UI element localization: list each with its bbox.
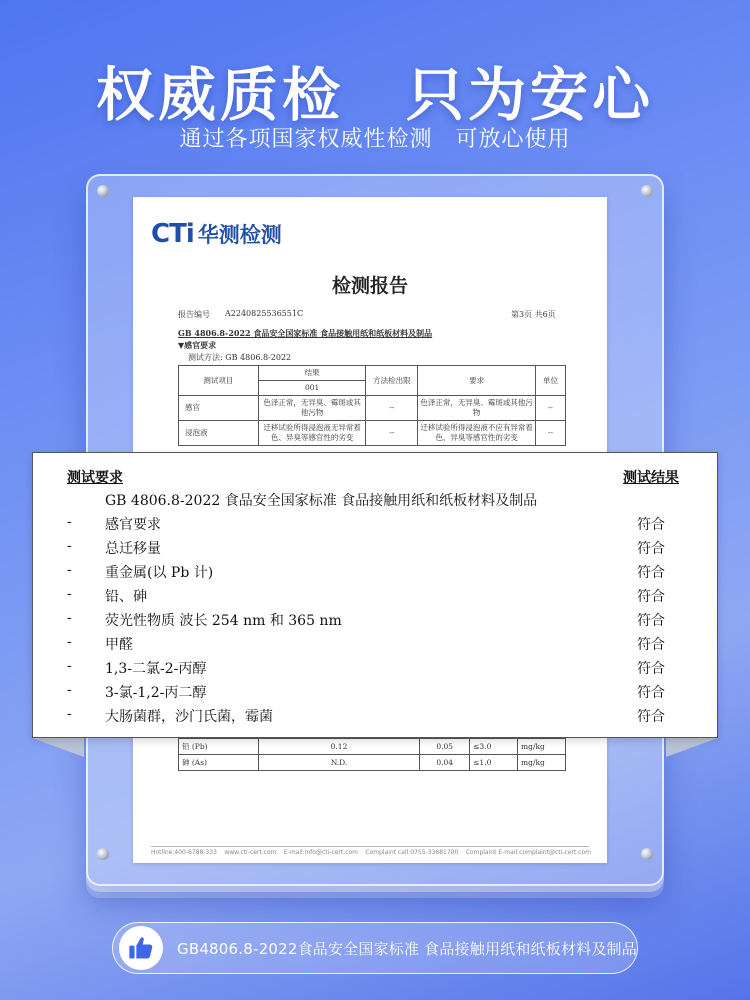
list-item <box>33 634 719 654</box>
page-title: 权威质检 只为安心 <box>95 61 654 129</box>
row-result: 迁移试验所得浸泡液无异常着色、异臭等感官性的劣变 <box>258 421 366 446</box>
list-dash: - <box>67 634 72 650</box>
list-dash: - <box>67 562 72 578</box>
row-req: ≤1.0 <box>470 755 518 771</box>
list-item-name: 甲醛 <box>105 637 133 653</box>
list-dash: - <box>67 538 72 554</box>
section-heading: ▼感官要求 <box>178 340 217 350</box>
report-number-label: 报告编号 <box>178 310 210 319</box>
row-unit: mg/kg <box>518 755 566 771</box>
list-item-name: 荧光性物质 波长 254 nm 和 365 nm <box>105 613 342 629</box>
standard-pill-text: GB4806.8-2022食品安全国家标准 食品接触用纸和纸板材料及制品 <box>177 939 637 958</box>
standard-line: GB 4806.8-2022 食品安全国家标准 食品接触用纸和纸板材料及制品 <box>178 328 433 338</box>
row-limit: -- <box>366 421 418 446</box>
screw-icon <box>641 848 653 860</box>
list-item-name: 感官要求 <box>105 517 161 533</box>
list-item-result: 符合 <box>637 589 665 605</box>
list-dash: - <box>67 610 72 626</box>
summary-header-result: 测试结果 <box>623 470 679 486</box>
fold-left <box>32 738 84 757</box>
list-item-name: 重金属(以 Pb 计) <box>105 565 214 581</box>
list-item <box>33 538 719 558</box>
logo-latin: CTi <box>151 219 194 249</box>
footer-divider <box>151 846 589 847</box>
page-info: 第3页 共6页 <box>511 310 556 319</box>
list-item <box>33 682 719 702</box>
col-limit-header: 方法检出限 <box>366 366 418 396</box>
list-dash: - <box>67 514 72 530</box>
list-dash: - <box>67 682 72 698</box>
col-sample-header: 001 <box>258 381 366 396</box>
row-result: 0.12 <box>258 739 419 755</box>
list-dash: - <box>67 586 72 602</box>
screw-icon <box>97 185 109 197</box>
report-footer <box>151 849 591 856</box>
col-req-header: 要求 <box>418 366 536 396</box>
logo-chinese: 华测检测 <box>197 223 282 247</box>
row-req: ≤3.0 <box>470 739 518 755</box>
list-item-result: 符合 <box>637 541 665 557</box>
row-result: N.D. <box>258 755 419 771</box>
row-unit: mg/kg <box>518 739 566 755</box>
row-limit: 0.04 <box>420 755 470 771</box>
footer-complaint-call: Complaint call:0755-33681700 <box>365 849 459 856</box>
report-title: 检测报告 <box>331 275 408 297</box>
row-limit: 0.05 <box>420 739 470 755</box>
list-item-result: 符合 <box>637 517 665 533</box>
list-item-result: 符合 <box>637 565 665 581</box>
row-result: 色泽正常，无异臭、霉斑或其他污物 <box>258 396 366 421</box>
row-req: 迁移试验所得浸泡液不应有异常着色、异臭等感官性的劣变 <box>418 421 536 446</box>
list-item <box>33 562 719 582</box>
row-item: 砷 (As) <box>179 755 259 771</box>
thumbs-up-badge <box>119 926 163 970</box>
list-item <box>33 658 719 678</box>
col-item-header: 测试项目 <box>179 366 259 396</box>
row-item: 铅 (Pb) <box>179 739 259 755</box>
list-item-name: 铅、砷 <box>105 589 147 605</box>
standard-pill <box>112 922 638 974</box>
list-item-result: 符合 <box>637 613 665 629</box>
summary-overlay <box>32 452 718 738</box>
list-item-result: 符合 <box>637 709 665 725</box>
list-item <box>33 514 719 534</box>
summary-header-requirement: 测试要求 <box>67 470 123 486</box>
summary-overlay-wrap <box>32 452 718 757</box>
thumbs-up-icon <box>127 934 155 962</box>
screw-icon <box>641 185 653 197</box>
list-item-name: 大肠菌群，沙门氏菌，霉菌 <box>105 709 273 725</box>
list-item-result: 符合 <box>637 661 665 677</box>
list-item-name: 3-氯-1,2-丙二醇 <box>105 685 207 701</box>
list-item-name: 1,3-二氯-2-丙醇 <box>105 661 207 677</box>
page-subtitle: 通过各项国家权威性检测 可放心使用 <box>179 127 571 152</box>
row-req: 色泽正常，无异臭、霉斑或其他污物 <box>418 396 536 421</box>
row-unit: -- <box>536 396 566 421</box>
cti-logo <box>151 219 282 249</box>
row-unit: -- <box>536 421 566 446</box>
row-item: 感官 <box>179 396 259 421</box>
footer-web: www.cti-cert.com <box>224 849 277 856</box>
report-number: A2240825536551C <box>225 309 304 318</box>
table-row <box>179 421 566 446</box>
footer-email: E-mail:info@cti-cert.com <box>283 849 358 856</box>
list-item-name: 总迁移量 <box>105 541 161 557</box>
fold-right <box>666 738 718 757</box>
list-item <box>33 586 719 606</box>
test-method: 测试方法: GB 4806.8-2022 <box>188 353 292 362</box>
summary-standard: GB 4806.8-2022 食品安全国家标准 食品接触用纸和纸板材料及制品 <box>105 493 538 509</box>
row-item: 浸泡液 <box>179 421 259 446</box>
col-unit-header: 单位 <box>536 366 566 396</box>
list-dash: - <box>67 658 72 674</box>
sensory-table <box>178 365 566 446</box>
footer-complaint-email: Complaint E-mail:complaint@cti-cert.com <box>465 849 591 856</box>
table-row <box>179 396 566 421</box>
footer-hotline: Hotline:400-6788-333 <box>151 849 217 856</box>
list-item <box>33 610 719 630</box>
col-result-header: 结果 <box>258 366 366 381</box>
row-limit: -- <box>366 396 418 421</box>
list-item-result: 符合 <box>637 685 665 701</box>
list-item <box>33 706 719 726</box>
list-item-result: 符合 <box>637 637 665 653</box>
screw-icon <box>97 848 109 860</box>
list-dash: - <box>67 706 72 722</box>
